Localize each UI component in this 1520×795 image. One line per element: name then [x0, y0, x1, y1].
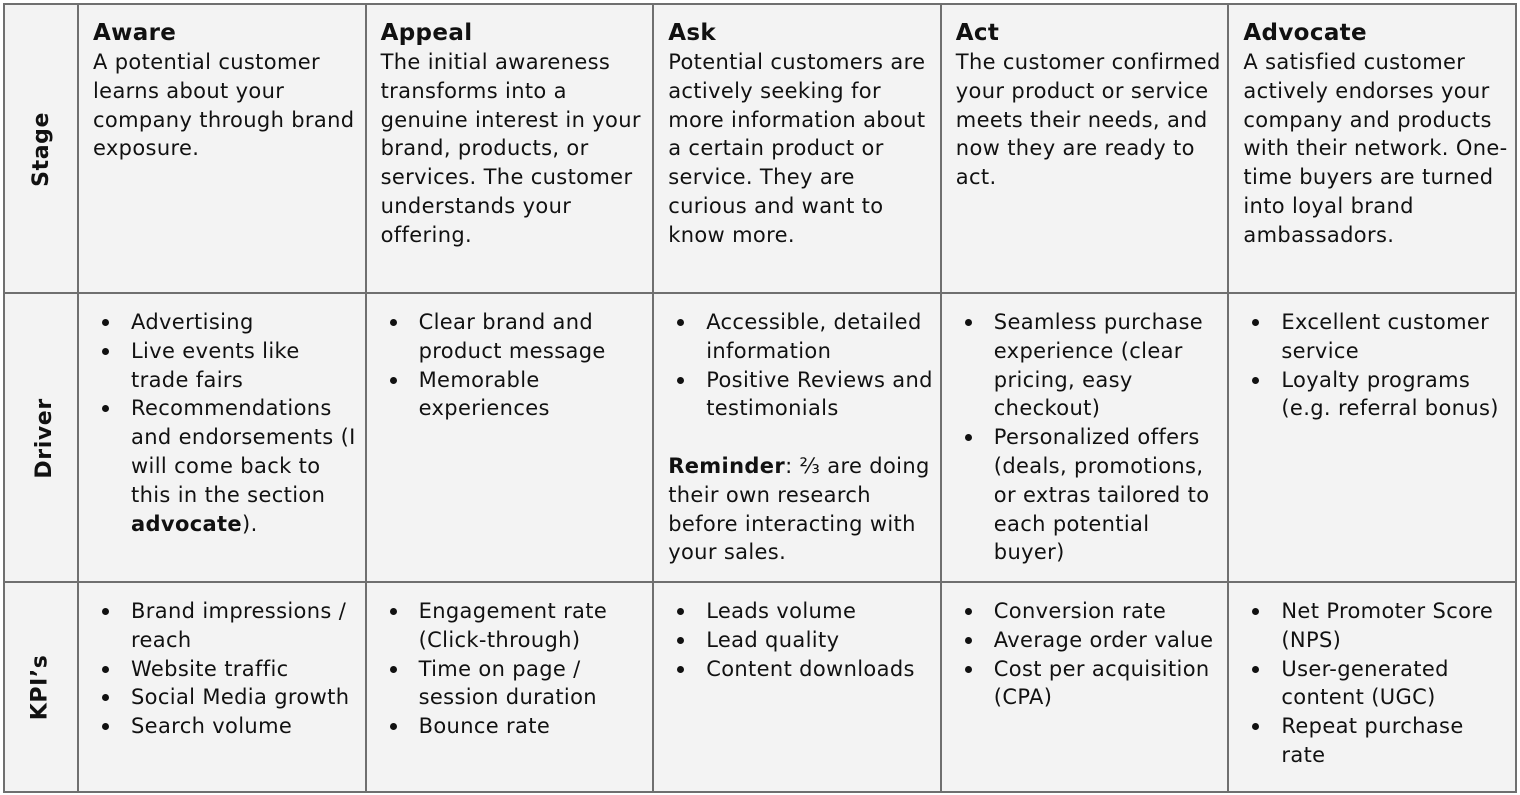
driver-item: Seamless purchase experience (clear pricing, easy checkout) — [956, 308, 1224, 423]
stage-cell-aware — [78, 4, 366, 293]
driver-item: Accessible, detailed information — [668, 308, 936, 366]
row-header-kpi — [4, 582, 78, 792]
reminder-text: : ⅔ are doing their own research before interacting with your sales. — [668, 453, 930, 565]
kpi-item: User-generated content (UGC) — [1243, 655, 1511, 713]
kpi-item: Repeat purchase rate — [1243, 712, 1511, 770]
stage-description: A satisfied customer actively endorses your company and products with their network. One-time buyers are turned into loyal brand ambassadors. — [1243, 50, 1508, 247]
kpi-cell-act — [941, 582, 1229, 792]
stage-title: Appeal — [380, 20, 473, 46]
stage-title: Aware — [93, 20, 177, 46]
row-label-stage: Stage — [29, 111, 55, 187]
driver-cell-appeal — [366, 293, 654, 582]
kpi-item: Engagement rate (Click-through) — [381, 597, 649, 655]
driver-item-bold: advocate — [131, 511, 243, 536]
row-header-driver — [4, 293, 78, 582]
kpi-item: Website traffic — [93, 655, 361, 684]
reminder-note — [668, 452, 936, 567]
driver-item — [93, 394, 361, 538]
stage-description: The customer confirmed your product or service meets their needs, and now they are ready to act. — [955, 50, 1221, 190]
driver-item-text-end: ). — [242, 511, 258, 536]
kpi-item: Net Promoter Score (NPS) — [1243, 597, 1511, 655]
kpi-row — [4, 582, 1516, 792]
kpi-item: Brand impressions / reach — [93, 597, 361, 655]
stage-cell-advocate — [1228, 4, 1516, 293]
driver-item: Memorable experiences — [381, 366, 649, 424]
driver-list — [93, 308, 361, 538]
stage-cell-appeal — [366, 4, 654, 293]
stage-description: Potential customers are actively seeking for more information about a certain product or service. They are curious and want to know more. — [668, 50, 926, 247]
driver-list — [668, 308, 936, 423]
driver-item: Personalized offers (deals, promotions, or extras tailored to each potential buyer) — [956, 423, 1224, 567]
kpi-list — [1243, 597, 1511, 770]
stage-description: The initial awareness transforms into a genuine interest in your brand, products, or services. The customer understands your offering. — [380, 50, 641, 247]
driver-cell-ask — [653, 293, 941, 582]
driver-list — [956, 308, 1224, 567]
stage-title: Advocate — [1243, 20, 1367, 46]
driver-row — [4, 293, 1516, 582]
kpi-item: Cost per acquisition (CPA) — [956, 655, 1224, 713]
driver-item: Live events like trade fairs — [93, 337, 361, 395]
kpi-item: Bounce rate — [381, 712, 649, 741]
driver-list — [1243, 308, 1511, 423]
driver-item: Loyalty programs (e.g. referral bonus) — [1243, 366, 1511, 424]
kpi-cell-advocate — [1228, 582, 1516, 792]
row-label-kpi: KPI’s — [27, 654, 53, 721]
kpi-item: Average order value — [956, 626, 1224, 655]
kpi-item: Lead quality — [668, 626, 936, 655]
kpi-cell-aware — [78, 582, 366, 792]
kpi-list — [381, 597, 649, 741]
kpi-item: Conversion rate — [956, 597, 1224, 626]
kpi-list — [668, 597, 936, 683]
stage-cell-act — [941, 4, 1229, 293]
stage-cell-ask — [653, 4, 941, 293]
driver-item: Advertising — [93, 308, 361, 337]
kpi-item: Leads volume — [668, 597, 936, 626]
kpi-cell-ask — [653, 582, 941, 792]
driver-item: Excellent customer service — [1243, 308, 1511, 366]
customer-journey-table — [3, 3, 1517, 793]
stage-title: Act — [955, 20, 1000, 46]
kpi-item: Social Media growth — [93, 683, 361, 712]
driver-list — [381, 308, 649, 423]
kpi-item: Search volume — [93, 712, 361, 741]
kpi-list — [93, 597, 361, 741]
kpi-cell-appeal — [366, 582, 654, 792]
row-label-driver: Driver — [31, 397, 57, 479]
reminder-label: Reminder — [668, 453, 786, 478]
kpi-item: Time on page / session duration — [381, 655, 649, 713]
stage-title: Ask — [668, 20, 717, 46]
driver-cell-advocate — [1228, 293, 1516, 582]
row-header-stage — [4, 4, 78, 293]
driver-item: Clear brand and product message — [381, 308, 649, 366]
stage-description: A potential customer learns about your company through brand exposure. — [93, 50, 355, 161]
driver-item: Positive Reviews and testimonials — [668, 366, 936, 424]
stage-row — [4, 4, 1516, 293]
driver-cell-aware — [78, 293, 366, 582]
driver-cell-act — [941, 293, 1229, 582]
kpi-item: Content downloads — [668, 655, 936, 684]
driver-item-text: Recommendations and endorsements (I will come back to this in the section — [131, 396, 356, 507]
kpi-list — [956, 597, 1224, 712]
